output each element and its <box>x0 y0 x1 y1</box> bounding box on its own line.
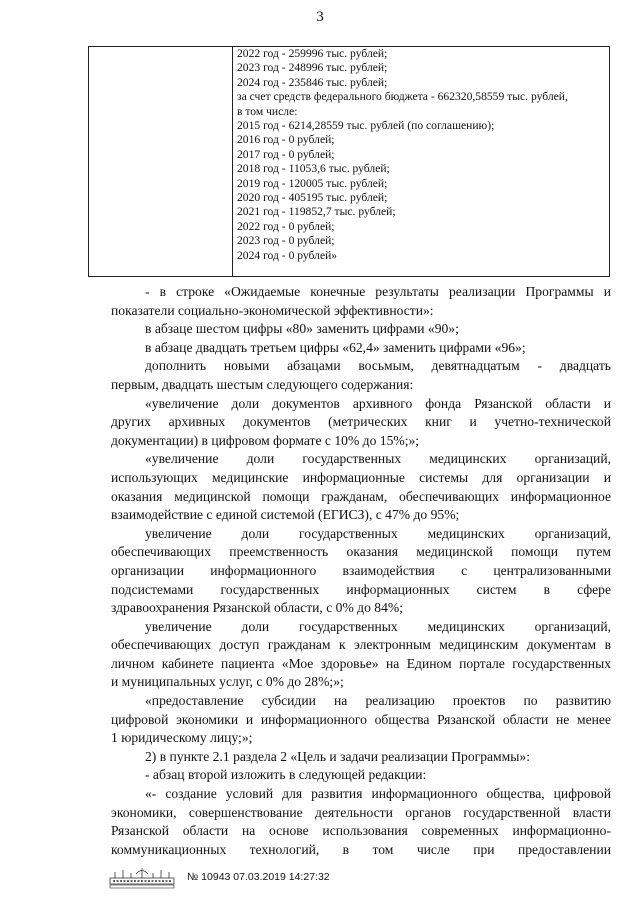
table-line: 2022 год - 259996 тыс. рублей; <box>237 47 388 60</box>
body-line: личном кабинете пациента «Мое здоровье» на Едином портале государственных <box>111 655 611 671</box>
document-body <box>111 283 611 859</box>
table-line: 2023 год - 248996 тыс. рублей; <box>237 61 388 75</box>
body-line: организации информационного взаимодействия с централизованными <box>111 562 611 578</box>
body-line: в абзаце двадцать третьем цифры «62,4» заменить цифрами «96»; <box>145 339 526 355</box>
table-line: 2021 год - 119852,7 тыс. рублей; <box>237 205 396 219</box>
body-line: подсистемами государственных информационных систем в сфере <box>111 581 611 597</box>
table-line: 2022 год - 0 рублей; <box>237 219 335 233</box>
body-line: 1 юридическому лицу;»; <box>111 730 253 746</box>
table-line: 2023 год - 0 рублей; <box>237 234 335 248</box>
body-line: «- создание условий для развития информационного общества, цифровой <box>145 786 611 802</box>
table-value-cell <box>233 47 610 277</box>
table-label-cell <box>89 47 233 277</box>
body-line: оказания медицинской помощи гражданам, обеспечивающих информационное <box>111 488 611 504</box>
body-line: коммуникационных технологий, в том числе при предоставлении <box>111 841 611 857</box>
table-line: 2018 год - 11053,6 тыс. рублей; <box>237 162 390 176</box>
table-line: в том числе: <box>237 104 298 118</box>
body-line: 2) в пункте 2.1 раздела 2 «Цель и задачи реализации Программы»: <box>145 748 530 764</box>
body-line: «предоставление субсидии на реализацию проектов по развитию <box>145 693 611 709</box>
body-line: взаимодействие с единой системой (ЕГИСЗ), с 47% до 95%; <box>111 507 460 523</box>
body-line: цифровой экономики и информационного общества Рязанской области не менее <box>111 711 611 727</box>
body-line: «увеличение доли документов архивного фонда Рязанской области и <box>145 395 611 411</box>
body-line: в абзаце шестом цифры «80» заменить цифрами «90»; <box>145 321 459 337</box>
body-line: дополнить новыми абзацами восьмым, девятнадцатым - двадцать <box>145 358 611 374</box>
table-line: 2020 год - 405195 тыс. рублей; <box>237 191 388 205</box>
body-line: показатели социально-экономической эффективности»: <box>111 302 434 318</box>
document-footer <box>109 867 629 891</box>
page-number: 3 <box>316 9 324 25</box>
body-line: Рязанской области на основе использования современных информационно- <box>111 823 611 839</box>
funding-table <box>88 46 610 277</box>
body-line: и муниципальных услуг, с 0% до 28%;»; <box>111 674 344 690</box>
body-line: первым, двадцать шестым следующего содержания: <box>111 376 414 392</box>
body-line: других архивных документов (метрических книг и учетно-технической <box>111 414 611 430</box>
body-line: здравоохранения Рязанской области, с 0% до 84%; <box>111 600 403 616</box>
table-line: 2019 год - 120005 тыс. рублей; <box>237 176 388 190</box>
table-line: 2015 год - 6214,28559 тыс. рублей (по соглашению); <box>237 119 495 133</box>
body-line: - абзац второй изложить в следующей редакции: <box>145 767 427 783</box>
body-line: увеличение доли государственных медицинских организаций, <box>145 618 611 634</box>
body-line: обеспечивающих преемственность оказания медицинской помощи путем <box>111 544 611 560</box>
body-line: «увеличение доли государственных медицинских организаций, <box>145 451 611 467</box>
body-line: документации) в цифровом формате с 10% до 15%;»; <box>111 432 420 448</box>
body-line: обеспечивающих доступ гражданам к электронным медицинским документам в <box>111 637 611 653</box>
registration-number: № 10943 07.03.2019 14:27:32 <box>187 871 330 883</box>
registry-stamp-icon <box>109 867 175 889</box>
table-line: 2024 год - 235846 тыс. рублей; <box>237 75 388 89</box>
table-line: за счет средств федерального бюджета - 662320,58559 тыс. рублей, <box>237 90 568 104</box>
table-line: 2024 год - 0 рублей» <box>237 248 338 262</box>
body-line: экономики, совершенствование деятельности органов государственной власти <box>111 804 611 820</box>
table-line: 2016 год - 0 рублей; <box>237 133 335 147</box>
table-line: 2017 год - 0 рублей; <box>237 147 335 161</box>
body-line: - в строке «Ожидаемые конечные результаты реализации Программы и <box>145 284 611 299</box>
body-line: использующих медицинские информационные системы для организации и <box>111 469 611 485</box>
body-line: увеличение доли государственных медицинских организаций, <box>145 525 611 541</box>
